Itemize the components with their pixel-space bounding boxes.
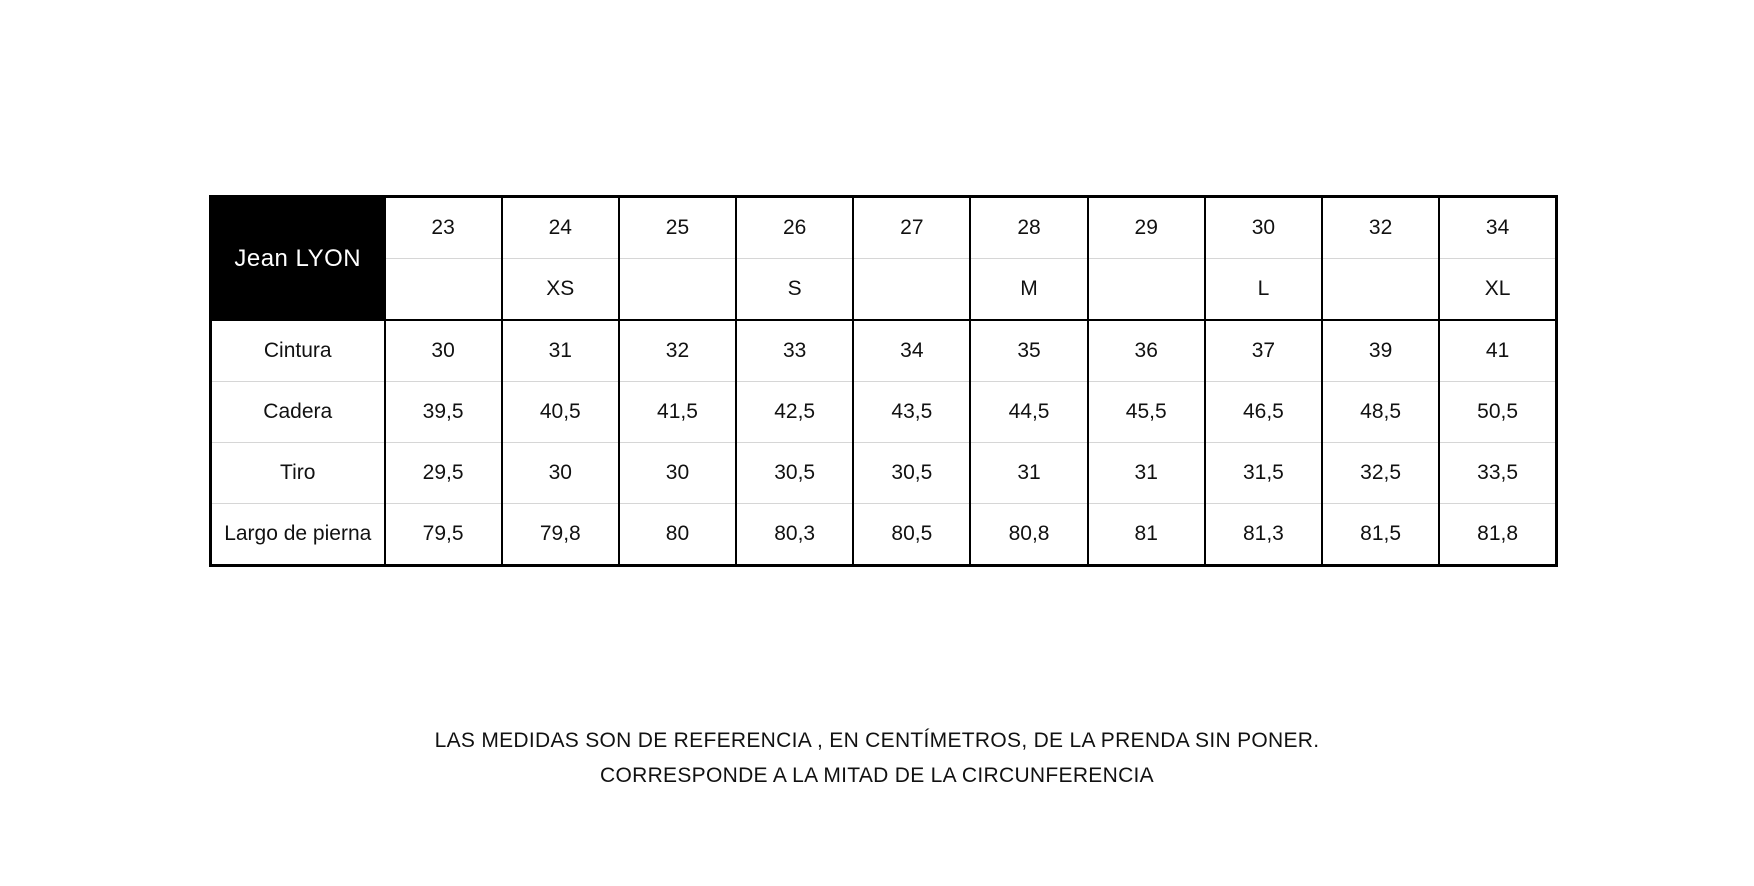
size-number-cell: 27 <box>853 197 970 259</box>
size-number-cell: 26 <box>736 197 853 259</box>
measurement-cell: 41,5 <box>619 382 736 443</box>
product-name: Jean LYON <box>211 197 385 321</box>
letter-size-cell: L <box>1205 259 1322 321</box>
measurement-cell: 81,5 <box>1322 504 1439 566</box>
measurement-cell: 36 <box>1088 320 1205 382</box>
measurement-cell: 30 <box>385 320 502 382</box>
measurement-cell: 31,5 <box>1205 443 1322 504</box>
measurement-cell: 31 <box>1088 443 1205 504</box>
measurement-row-largo-de-pierna <box>211 504 1557 566</box>
measurement-cell: 29,5 <box>385 443 502 504</box>
row-label: Cintura <box>211 320 385 382</box>
measurement-row-tiro <box>211 443 1557 504</box>
measurement-cell: 32 <box>619 320 736 382</box>
measurement-row-cintura <box>211 320 1557 382</box>
measurement-cell: 42,5 <box>736 382 853 443</box>
measurement-cell: 32,5 <box>1322 443 1439 504</box>
measurement-cell: 79,8 <box>502 504 619 566</box>
measurement-cell: 45,5 <box>1088 382 1205 443</box>
size-number-cell: 32 <box>1322 197 1439 259</box>
measurement-cell: 30,5 <box>736 443 853 504</box>
letter-size-cell <box>853 259 970 321</box>
row-label: Cadera <box>211 382 385 443</box>
measurement-cell: 35 <box>970 320 1087 382</box>
letter-size-cell: S <box>736 259 853 321</box>
measurement-cell: 33 <box>736 320 853 382</box>
letter-size-cell <box>619 259 736 321</box>
size-number-cell: 23 <box>385 197 502 259</box>
measurement-cell: 80,8 <box>970 504 1087 566</box>
footnote-line-1: LAS MEDIDAS SON DE REFERENCIA , EN CENTÍMETROS, DE LA PRENDA SIN PONER. <box>434 729 1320 752</box>
measurement-cell: 41 <box>1439 320 1556 382</box>
measurement-cell: 80 <box>619 504 736 566</box>
letter-size-cell <box>1088 259 1205 321</box>
measurement-cell: 31 <box>970 443 1087 504</box>
size-number-cell: 29 <box>1088 197 1205 259</box>
measurement-cell: 81 <box>1088 504 1205 566</box>
measurement-cell: 80,3 <box>736 504 853 566</box>
size-number-row <box>211 197 1557 259</box>
measurement-cell: 40,5 <box>502 382 619 443</box>
measurement-cell: 79,5 <box>385 504 502 566</box>
measurement-cell: 30 <box>502 443 619 504</box>
row-label: Largo de pierna <box>211 504 385 566</box>
measurement-cell: 48,5 <box>1322 382 1439 443</box>
measurement-cell: 43,5 <box>853 382 970 443</box>
letter-size-cell <box>1322 259 1439 321</box>
measurement-cell: 30 <box>619 443 736 504</box>
measurement-cell: 80,5 <box>853 504 970 566</box>
size-chart-table <box>209 195 1558 567</box>
row-label: Tiro <box>211 443 385 504</box>
footnote <box>0 723 1754 793</box>
measurement-cell: 31 <box>502 320 619 382</box>
measurement-cell: 44,5 <box>970 382 1087 443</box>
letter-size-row <box>211 259 1557 321</box>
size-number-cell: 34 <box>1439 197 1556 259</box>
letter-size-cell: XS <box>502 259 619 321</box>
measurement-row-cadera <box>211 382 1557 443</box>
size-number-cell: 24 <box>502 197 619 259</box>
measurement-cell: 39 <box>1322 320 1439 382</box>
measurement-cell: 81,8 <box>1439 504 1556 566</box>
measurement-cell: 37 <box>1205 320 1322 382</box>
letter-size-cell: M <box>970 259 1087 321</box>
measurement-cell: 39,5 <box>385 382 502 443</box>
size-number-cell: 28 <box>970 197 1087 259</box>
footnote-line-2: CORRESPONDE A LA MITAD DE LA CIRCUNFERENCIA <box>600 764 1154 787</box>
measurement-cell: 34 <box>853 320 970 382</box>
size-number-cell: 25 <box>619 197 736 259</box>
size-number-cell: 30 <box>1205 197 1322 259</box>
letter-size-cell <box>385 259 502 321</box>
measurement-cell: 33,5 <box>1439 443 1556 504</box>
letter-size-cell: XL <box>1439 259 1556 321</box>
measurement-cell: 50,5 <box>1439 382 1556 443</box>
measurement-cell: 30,5 <box>853 443 970 504</box>
measurement-cell: 81,3 <box>1205 504 1322 566</box>
measurement-cell: 46,5 <box>1205 382 1322 443</box>
